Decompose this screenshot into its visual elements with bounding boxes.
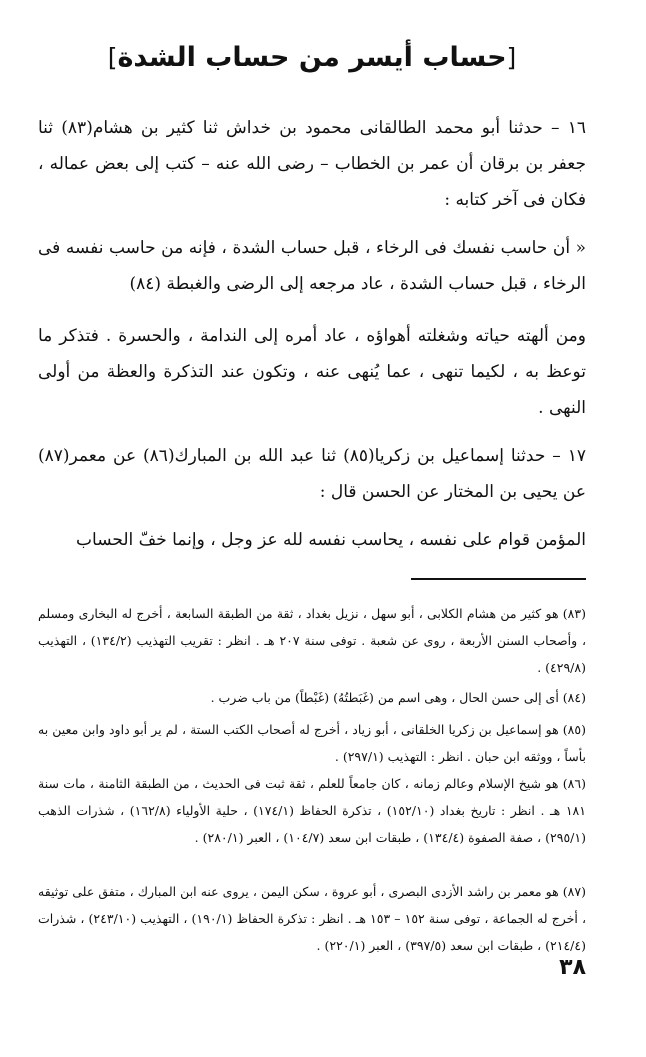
paragraph-saying: المؤمن قوام على نفسه ، يحاسب نفسه لله عز وجل ، وإنما خفّ الحساب [76,530,586,550]
footnote-84: (٨٤) أى إلى حسن الحال ، وهى اسم من (غَبَطتُهُ) (غَبْطاً) من باب ضرب . [210,690,586,705]
section-title [38,42,586,73]
paragraph-hadith-16: ١٦ – حدثنا أبو محمد الطالقانى محمود بن خداش ثنا كثير بن هشام(٨٣) ثنا جعفر بن برقان أن عمر بن الخطاب – رضى الله عنه – كتب إلى بعض عماله ، فكان فى آخر كتابه : [38,118,587,210]
page-number: ٣٨ [559,955,586,980]
book-page [38,0,586,1057]
paragraph-hadith-17: ١٧ – حدثنا إسماعيل بن زكريا(٨٥) ثنا عبد الله بن المبارك(٨٦) عن معمر(٨٧) عن يحيى بن المختار عن الحسن قال : [38,446,587,502]
title-bracket-close: ] [107,43,118,72]
title-bracket-open: [ [506,43,517,72]
paragraph-continuation: ومن ألهته حياته وشغلته أهواؤه ، عاد أمره إلى الندامة ، والحسرة . فتذكر ما توعظ به ، لكيما تنهى ، عما يُنهى عنه ، وتكون عند التذكرة والعظة من أولى النهى . [38,326,586,418]
title-text: حساب أيسر من حساب الشدة [117,42,507,73]
footnote-divider [411,578,586,580]
footnote-87: (٨٧) هو معمر بن راشد الأزدى البصرى ، أبو عروة ، سكن اليمن ، يروى عنه ابن المبارك ، متفق على توثيقه ، أخرج له الجماعة ، توفى سنة ١٥٢ – ١٥٣ هـ . انظر : تذكرة الحفاظ (١٩٠/١) ، التهذيب (٢٤٣/١٠) ، شذرات (٢١٤/٤) ، طبقات ابن سعد (٣٩٧/٥) ، العبر (٢٢٠/١) . [38,884,586,953]
paragraph-quote: « أن حاسب نفسك فى الرخاء ، قبل حساب الشدة ، فإنه من حاسب نفسه فى الرخاء ، قبل حساب الشدة ، عاد مرجعه إلى الرضى والغبطة (٨٤) [38,238,586,294]
footnote-85: (٨٥) هو إسماعيل بن زكريا الخلقانى ، أبو زياد ، أخرج له أصحاب الكتب الستة ، لم ير أبو داود وابن معين به بأساً ، ووثقه ابن حبان . انظر : التهذيب (٢٩٧/١) . [38,722,586,764]
footnote-86: (٨٦) هو شيخ الإسلام وعالم زمانه ، كان جامعاً للعلم ، ثقة ثبت فى الحديث ، من الطبقة الثامنة ، مات سنة ١٨١ هـ . انظر : تاريخ بغداد (١٥٢/١٠) ، تذكرة الحفاظ (١٧٤/١) ، حلية الأولياء (١٦٢/٨) ، شذرات الذهب (٢٩٥/١) ، صفة الصفوة (١٣٤/٤) ، طبقات ابن سعد (١٠٤/٧) ، العبر (٢٨٠/١) . [38,776,586,845]
footnote-83: (٨٣) هو كثير من هشام الكلابى ، أبو سهل ، نزيل بغداد ، ثقة من الطبقة السابعة ، أخرج له البخارى ومسلم ، وأصحاب السنن الأربعة ، روى عن شعبة . توفى سنة ٢٠٧ هـ . انظر : تقريب التهذيب (١٣٤/٢) ، التهذيب (٤٢٩/٨) . [38,606,586,675]
